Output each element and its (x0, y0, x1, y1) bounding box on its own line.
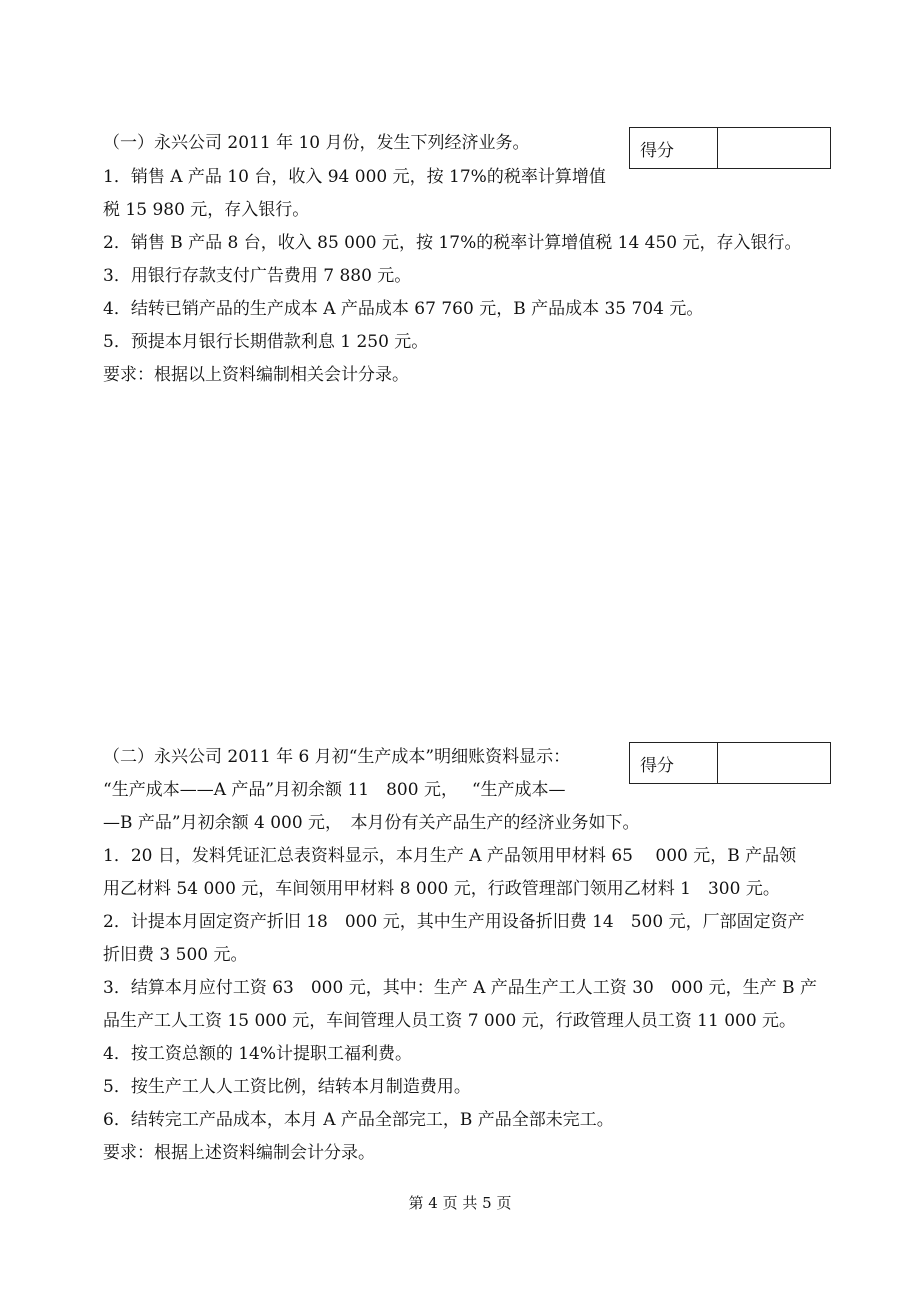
score-value-cell[interactable] (718, 743, 830, 783)
section1-item-2: 2．销售 B 产品 8 台，收入 85 000 元，按 17%的税率计算增值税 14 450 元，存入银行。 (103, 233, 802, 253)
section1-item-5: 5．预提本月银行长期借款利息 1 250 元。 (103, 332, 429, 352)
section2-requirement: 要求：根据上述资料编制会计分录。 (103, 1143, 375, 1163)
section2-item-1a: 1．20 日，发料凭证汇总表资料显示，本月生产 A 产品领用甲材料 65 000 元，B 产品领 (103, 846, 797, 866)
section2-heading: （二）永兴公司 2011 年 6 月初“生产成本”明细账资料显示： (103, 747, 571, 767)
section2-item-3b: 品生产工人工资 15 000 元，车间管理人员工资 7 000 元，行政管理人员工资 11 000 元。 (103, 1011, 797, 1031)
section2-item-6: 6．结转完工产品成本，本月 A 产品全部完工，B 产品全部未完工。 (103, 1110, 614, 1130)
section2-intro-a: “生产成本——A 产品”月初余额 11 800 元， “生产成本— (103, 780, 566, 800)
section2-item-3a: 3．结算本月应付工资 63 000 元，其中：生产 A 产品生产工人工资 30 000 元，生产 B 产 (103, 978, 817, 998)
section2-item-2a: 2．计提本月固定资产折旧 18 000 元，其中生产用设备折旧费 14 500 元，厂部固定资产 (103, 912, 805, 932)
score-value-cell[interactable] (718, 128, 830, 168)
section2-item-2b: 折旧费 3 500 元。 (103, 945, 248, 965)
section2-item-1b: 用乙材料 54 000 元，车间领用甲材料 8 000 元，行政管理部门领用乙材料 1 300 元。 (103, 879, 780, 899)
section2-item-5: 5．按生产工人人工资比例，结转本月制造费用。 (103, 1077, 471, 1097)
section1-item-1a: 1．销售 A 产品 10 台，收入 94 000 元，按 17%的税率计算增值 (103, 167, 606, 187)
section1-item-1b: 税 15 980 元，存入银行。 (103, 200, 310, 220)
score-box-1 (629, 127, 831, 169)
score-label: 得分 (630, 128, 718, 168)
score-label: 得分 (630, 743, 718, 783)
score-box-2 (629, 742, 831, 784)
page-number: 第 4 页 共 5 页 (408, 1194, 512, 1212)
section2-item-4: 4．按工资总额的 14%计提职工福利费。 (103, 1044, 413, 1064)
section1-item-4: 4．结转已销产品的生产成本 A 产品成本 67 760 元，B 产品成本 35 704 元。 (103, 299, 704, 319)
section1-heading: （一）永兴公司 2011 年 10 月份，发生下列经济业务。 (103, 133, 530, 153)
section2-intro-b: —B 产品”月初余额 4 000 元， 本月份有关产品生产的经济业务如下。 (103, 813, 640, 833)
section1-item-3: 3．用银行存款支付广告费用 7 880 元。 (103, 266, 412, 286)
section1-requirement: 要求：根据以上资料编制相关会计分录。 (103, 365, 409, 385)
